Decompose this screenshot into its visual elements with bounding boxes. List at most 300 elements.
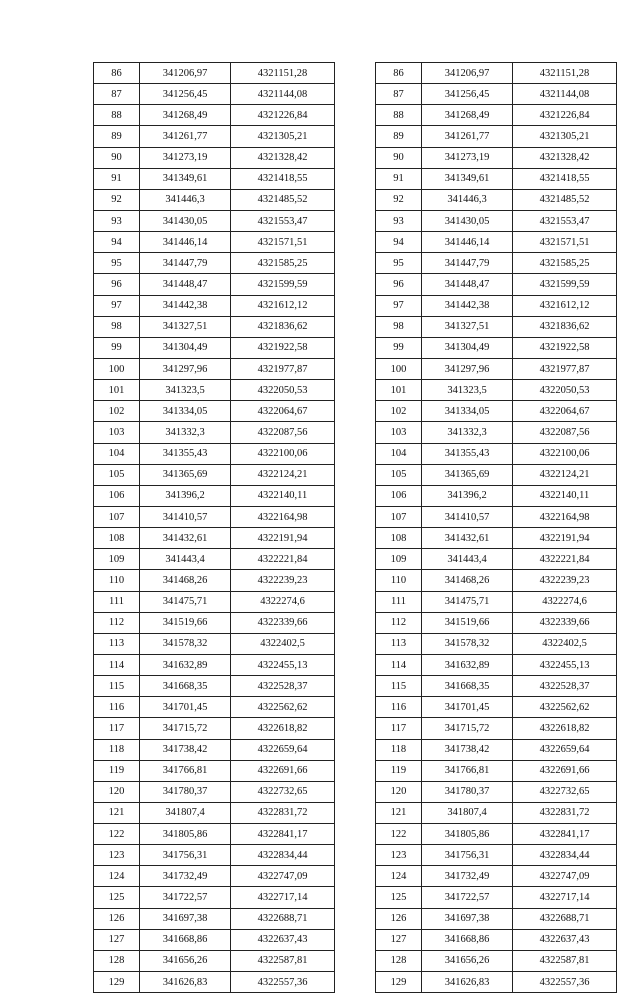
table-row: [94, 274, 335, 295]
x-coordinate-cell: 341432,61: [422, 528, 513, 549]
y-coordinate-cell: 4322618,82: [513, 718, 617, 739]
point-number-cell: 95: [94, 253, 140, 274]
table-row: [94, 570, 335, 591]
x-coordinate-cell: 341656,26: [422, 950, 513, 971]
x-coordinate-cell: 341446,14: [422, 232, 513, 253]
y-coordinate-cell: 4322140,11: [231, 485, 335, 506]
point-number-cell: 112: [94, 612, 140, 633]
point-number-cell: 123: [376, 845, 422, 866]
table-row: [376, 126, 617, 147]
x-coordinate-cell: 341355,43: [422, 443, 513, 464]
point-number-cell: 126: [376, 908, 422, 929]
y-coordinate-cell: 4322587,81: [513, 950, 617, 971]
x-coordinate-cell: 341766,81: [422, 760, 513, 781]
point-number-cell: 93: [376, 210, 422, 231]
table-row: [94, 380, 335, 401]
point-number-cell: 117: [376, 718, 422, 739]
y-coordinate-cell: 4322732,65: [513, 781, 617, 802]
y-coordinate-cell: 4322221,84: [231, 549, 335, 570]
y-coordinate-cell: 4321585,25: [231, 253, 335, 274]
y-coordinate-cell: 4322087,56: [231, 422, 335, 443]
table-row: [376, 570, 617, 591]
point-number-cell: 124: [376, 866, 422, 887]
point-number-cell: 86: [94, 63, 140, 84]
point-number-cell: 115: [376, 676, 422, 697]
x-coordinate-cell: 341268,49: [422, 105, 513, 126]
y-coordinate-cell: 4322402,5: [231, 633, 335, 654]
point-number-cell: 111: [376, 591, 422, 612]
table-row: [376, 168, 617, 189]
table-row: [94, 401, 335, 422]
table-row: [376, 464, 617, 485]
y-coordinate-cell: 4321977,87: [231, 358, 335, 379]
x-coordinate-cell: 341668,86: [140, 929, 231, 950]
y-coordinate-cell: 4322717,14: [513, 887, 617, 908]
x-coordinate-cell: 341256,45: [140, 84, 231, 105]
x-coordinate-cell: 341697,38: [140, 908, 231, 929]
y-coordinate-cell: 4322691,66: [513, 760, 617, 781]
x-coordinate-cell: 341206,97: [422, 63, 513, 84]
x-coordinate-cell: 341475,71: [422, 591, 513, 612]
point-number-cell: 109: [376, 549, 422, 570]
x-coordinate-cell: 341304,49: [422, 337, 513, 358]
y-coordinate-cell: 4321977,87: [513, 358, 617, 379]
point-number-cell: 122: [94, 824, 140, 845]
point-number-cell: 109: [94, 549, 140, 570]
table-row: [94, 802, 335, 823]
table-row: [94, 316, 335, 337]
point-number-cell: 111: [94, 591, 140, 612]
y-coordinate-cell: 4322841,17: [231, 824, 335, 845]
table-row: [376, 401, 617, 422]
x-coordinate-cell: 341766,81: [140, 760, 231, 781]
x-coordinate-cell: 341323,5: [422, 380, 513, 401]
point-number-cell: 118: [94, 739, 140, 760]
y-coordinate-cell: 4321418,55: [513, 168, 617, 189]
x-coordinate-cell: 341722,57: [140, 887, 231, 908]
point-number-cell: 97: [94, 295, 140, 316]
x-coordinate-cell: 341738,42: [140, 739, 231, 760]
x-coordinate-cell: 341626,83: [422, 972, 513, 993]
y-coordinate-cell: 4322528,37: [513, 676, 617, 697]
x-coordinate-cell: 341697,38: [422, 908, 513, 929]
x-coordinate-cell: 341432,61: [140, 528, 231, 549]
x-coordinate-cell: 341578,32: [422, 633, 513, 654]
y-coordinate-cell: 4321612,12: [231, 295, 335, 316]
point-number-cell: 103: [94, 422, 140, 443]
x-coordinate-cell: 341442,38: [422, 295, 513, 316]
x-coordinate-cell: 341334,05: [422, 401, 513, 422]
x-coordinate-cell: 341446,3: [140, 189, 231, 210]
point-number-cell: 105: [376, 464, 422, 485]
x-coordinate-cell: 341443,4: [140, 549, 231, 570]
point-number-cell: 121: [94, 802, 140, 823]
x-coordinate-cell: 341261,77: [140, 126, 231, 147]
point-number-cell: 114: [94, 654, 140, 675]
x-coordinate-cell: 341448,47: [422, 274, 513, 295]
point-number-cell: 107: [94, 506, 140, 527]
y-coordinate-cell: 4321144,08: [513, 84, 617, 105]
coordinates-table-left: [93, 62, 335, 993]
point-number-cell: 116: [94, 697, 140, 718]
table-row: [376, 972, 617, 993]
y-coordinate-cell: 4322050,53: [231, 380, 335, 401]
table-row: [376, 528, 617, 549]
table-row: [94, 591, 335, 612]
y-coordinate-cell: 4321144,08: [231, 84, 335, 105]
point-number-cell: 126: [94, 908, 140, 929]
point-number-cell: 113: [376, 633, 422, 654]
x-coordinate-cell: 341297,96: [422, 358, 513, 379]
y-coordinate-cell: 4321151,28: [513, 63, 617, 84]
x-coordinate-cell: 341756,31: [140, 845, 231, 866]
point-number-cell: 88: [376, 105, 422, 126]
table-row: [94, 63, 335, 84]
y-coordinate-cell: 4321836,62: [231, 316, 335, 337]
point-number-cell: 123: [94, 845, 140, 866]
point-number-cell: 98: [376, 316, 422, 337]
point-number-cell: 98: [94, 316, 140, 337]
table-row: [94, 126, 335, 147]
x-coordinate-cell: 341756,31: [422, 845, 513, 866]
point-number-cell: 106: [94, 485, 140, 506]
table-row: [376, 591, 617, 612]
table-row: [376, 866, 617, 887]
y-coordinate-cell: 4322528,37: [231, 676, 335, 697]
x-coordinate-cell: 341656,26: [140, 950, 231, 971]
table-row: [376, 210, 617, 231]
point-number-cell: 102: [94, 401, 140, 422]
point-number-cell: 110: [94, 570, 140, 591]
point-number-cell: 101: [94, 380, 140, 401]
y-coordinate-cell: 4322050,53: [513, 380, 617, 401]
x-coordinate-cell: 341446,3: [422, 189, 513, 210]
point-number-cell: 96: [94, 274, 140, 295]
y-coordinate-cell: 4322339,66: [513, 612, 617, 633]
point-number-cell: 119: [94, 760, 140, 781]
y-coordinate-cell: 4322637,43: [231, 929, 335, 950]
x-coordinate-cell: 341447,79: [422, 253, 513, 274]
point-number-cell: 87: [376, 84, 422, 105]
x-coordinate-cell: 341273,19: [140, 147, 231, 168]
y-coordinate-cell: 4322221,84: [513, 549, 617, 570]
point-number-cell: 107: [376, 506, 422, 527]
table-row: [94, 358, 335, 379]
x-coordinate-cell: 341355,43: [140, 443, 231, 464]
point-number-cell: 97: [376, 295, 422, 316]
point-number-cell: 117: [94, 718, 140, 739]
table-row: [376, 232, 617, 253]
point-number-cell: 106: [376, 485, 422, 506]
coordinates-table-left-body: [94, 63, 335, 993]
y-coordinate-cell: 4322659,64: [513, 739, 617, 760]
y-coordinate-cell: 4322732,65: [231, 781, 335, 802]
table-row: [94, 337, 335, 358]
x-coordinate-cell: 341304,49: [140, 337, 231, 358]
table-row: [94, 929, 335, 950]
x-coordinate-cell: 341632,89: [140, 654, 231, 675]
y-coordinate-cell: 4321571,51: [513, 232, 617, 253]
point-number-cell: 125: [376, 887, 422, 908]
y-coordinate-cell: 4321226,84: [513, 105, 617, 126]
table-row: [376, 633, 617, 654]
table-row: [94, 549, 335, 570]
table-row: [94, 84, 335, 105]
x-coordinate-cell: 341807,4: [422, 802, 513, 823]
x-coordinate-cell: 341396,2: [140, 485, 231, 506]
x-coordinate-cell: 341715,72: [422, 718, 513, 739]
table-row: [94, 464, 335, 485]
x-coordinate-cell: 341468,26: [140, 570, 231, 591]
point-number-cell: 128: [376, 950, 422, 971]
point-number-cell: 100: [376, 358, 422, 379]
point-number-cell: 116: [376, 697, 422, 718]
point-number-cell: 91: [376, 168, 422, 189]
point-number-cell: 113: [94, 633, 140, 654]
table-row: [376, 760, 617, 781]
point-number-cell: 89: [94, 126, 140, 147]
x-coordinate-cell: 341738,42: [422, 739, 513, 760]
table-row: [376, 380, 617, 401]
point-number-cell: 100: [94, 358, 140, 379]
y-coordinate-cell: 4322455,13: [513, 654, 617, 675]
point-number-cell: 96: [376, 274, 422, 295]
coordinates-table-right: [375, 62, 617, 993]
point-number-cell: 119: [376, 760, 422, 781]
y-coordinate-cell: 4321485,52: [513, 189, 617, 210]
x-coordinate-cell: 341430,05: [422, 210, 513, 231]
table-row: [376, 337, 617, 358]
point-number-cell: 104: [376, 443, 422, 464]
point-number-cell: 128: [94, 950, 140, 971]
x-coordinate-cell: 341732,49: [422, 866, 513, 887]
table-row: [94, 612, 335, 633]
point-number-cell: 120: [94, 781, 140, 802]
x-coordinate-cell: 341668,35: [140, 676, 231, 697]
y-coordinate-cell: 4322124,21: [231, 464, 335, 485]
x-coordinate-cell: 341448,47: [140, 274, 231, 295]
x-coordinate-cell: 341349,61: [140, 168, 231, 189]
table-row: [94, 718, 335, 739]
x-coordinate-cell: 341410,57: [422, 506, 513, 527]
point-number-cell: 103: [376, 422, 422, 443]
table-row: [94, 824, 335, 845]
table-row: [376, 549, 617, 570]
table-row: [376, 950, 617, 971]
point-number-cell: 122: [376, 824, 422, 845]
x-coordinate-cell: 341332,3: [422, 422, 513, 443]
y-coordinate-cell: 4322064,67: [231, 401, 335, 422]
table-row: [94, 739, 335, 760]
table-row: [94, 422, 335, 443]
point-number-cell: 89: [376, 126, 422, 147]
point-number-cell: 118: [376, 739, 422, 760]
point-number-cell: 99: [94, 337, 140, 358]
x-coordinate-cell: 341578,32: [140, 633, 231, 654]
table-row: [376, 845, 617, 866]
y-coordinate-cell: 4322691,66: [231, 760, 335, 781]
point-number-cell: 114: [376, 654, 422, 675]
table-row: [94, 866, 335, 887]
table-row: [94, 168, 335, 189]
y-coordinate-cell: 4321599,59: [513, 274, 617, 295]
x-coordinate-cell: 341468,26: [422, 570, 513, 591]
y-coordinate-cell: 4322688,71: [231, 908, 335, 929]
table-row: [376, 443, 617, 464]
x-coordinate-cell: 341430,05: [140, 210, 231, 231]
point-number-cell: 120: [376, 781, 422, 802]
x-coordinate-cell: 341805,86: [422, 824, 513, 845]
point-number-cell: 125: [94, 887, 140, 908]
x-coordinate-cell: 341327,51: [422, 316, 513, 337]
y-coordinate-cell: 4322618,82: [231, 718, 335, 739]
x-coordinate-cell: 341443,4: [422, 549, 513, 570]
table-row: [94, 633, 335, 654]
x-coordinate-cell: 341475,71: [140, 591, 231, 612]
point-number-cell: 90: [94, 147, 140, 168]
x-coordinate-cell: 341447,79: [140, 253, 231, 274]
y-coordinate-cell: 4322239,23: [513, 570, 617, 591]
table-row: [94, 972, 335, 993]
x-coordinate-cell: 341256,45: [422, 84, 513, 105]
table-row: [376, 84, 617, 105]
y-coordinate-cell: 4322100,06: [513, 443, 617, 464]
table-row: [376, 316, 617, 337]
y-coordinate-cell: 4321571,51: [231, 232, 335, 253]
y-coordinate-cell: 4322455,13: [231, 654, 335, 675]
y-coordinate-cell: 4322659,64: [231, 739, 335, 760]
y-coordinate-cell: 4322087,56: [513, 422, 617, 443]
table-row: [94, 295, 335, 316]
point-number-cell: 127: [376, 929, 422, 950]
y-coordinate-cell: 4322402,5: [513, 633, 617, 654]
x-coordinate-cell: 341701,45: [422, 697, 513, 718]
table-row: [94, 443, 335, 464]
x-coordinate-cell: 341446,14: [140, 232, 231, 253]
point-number-cell: 91: [94, 168, 140, 189]
x-coordinate-cell: 341365,69: [422, 464, 513, 485]
x-coordinate-cell: 341327,51: [140, 316, 231, 337]
table-row: [94, 845, 335, 866]
table-row: [376, 802, 617, 823]
x-coordinate-cell: 341519,66: [140, 612, 231, 633]
x-coordinate-cell: 341780,37: [422, 781, 513, 802]
y-coordinate-cell: 4322834,44: [513, 845, 617, 866]
table-row: [94, 210, 335, 231]
y-coordinate-cell: 4322100,06: [231, 443, 335, 464]
table-row: [94, 147, 335, 168]
y-coordinate-cell: 4321922,58: [513, 337, 617, 358]
x-coordinate-cell: 341732,49: [140, 866, 231, 887]
x-coordinate-cell: 341365,69: [140, 464, 231, 485]
y-coordinate-cell: 4321922,58: [231, 337, 335, 358]
y-coordinate-cell: 4321305,21: [513, 126, 617, 147]
y-coordinate-cell: 4322831,72: [513, 802, 617, 823]
table-row: [94, 232, 335, 253]
y-coordinate-cell: 4322191,94: [513, 528, 617, 549]
y-coordinate-cell: 4322688,71: [513, 908, 617, 929]
table-row: [94, 781, 335, 802]
point-number-cell: 115: [94, 676, 140, 697]
point-number-cell: 129: [376, 972, 422, 993]
table-row: [376, 253, 617, 274]
point-number-cell: 104: [94, 443, 140, 464]
table-row: [94, 485, 335, 506]
x-coordinate-cell: 341722,57: [422, 887, 513, 908]
y-coordinate-cell: 4322637,43: [513, 929, 617, 950]
table-row: [94, 654, 335, 675]
y-coordinate-cell: 4322140,11: [513, 485, 617, 506]
y-coordinate-cell: 4322747,09: [513, 866, 617, 887]
point-number-cell: 92: [376, 189, 422, 210]
x-coordinate-cell: 341519,66: [422, 612, 513, 633]
table-row: [376, 274, 617, 295]
point-number-cell: 108: [376, 528, 422, 549]
x-coordinate-cell: 341273,19: [422, 147, 513, 168]
y-coordinate-cell: 4322747,09: [231, 866, 335, 887]
point-number-cell: 94: [376, 232, 422, 253]
x-coordinate-cell: 341780,37: [140, 781, 231, 802]
table-row: [94, 253, 335, 274]
point-number-cell: 95: [376, 253, 422, 274]
point-number-cell: 101: [376, 380, 422, 401]
x-coordinate-cell: 341268,49: [140, 105, 231, 126]
table-row: [376, 358, 617, 379]
y-coordinate-cell: 4322562,62: [513, 697, 617, 718]
point-number-cell: 88: [94, 105, 140, 126]
x-coordinate-cell: 341701,45: [140, 697, 231, 718]
table-row: [376, 929, 617, 950]
y-coordinate-cell: 4321328,42: [513, 147, 617, 168]
y-coordinate-cell: 4322124,21: [513, 464, 617, 485]
y-coordinate-cell: 4322562,62: [231, 697, 335, 718]
table-row: [94, 676, 335, 697]
table-row: [376, 676, 617, 697]
y-coordinate-cell: 4322191,94: [231, 528, 335, 549]
table-row: [94, 760, 335, 781]
y-coordinate-cell: 4321553,47: [231, 210, 335, 231]
x-coordinate-cell: 341807,4: [140, 802, 231, 823]
y-coordinate-cell: 4321599,59: [231, 274, 335, 295]
y-coordinate-cell: 4322557,36: [231, 972, 335, 993]
point-number-cell: 124: [94, 866, 140, 887]
y-coordinate-cell: 4321485,52: [231, 189, 335, 210]
y-coordinate-cell: 4322831,72: [231, 802, 335, 823]
point-number-cell: 94: [94, 232, 140, 253]
point-number-cell: 87: [94, 84, 140, 105]
table-row: [94, 950, 335, 971]
point-number-cell: 129: [94, 972, 140, 993]
table-row: [376, 739, 617, 760]
y-coordinate-cell: 4322587,81: [231, 950, 335, 971]
y-coordinate-cell: 4322717,14: [231, 887, 335, 908]
x-coordinate-cell: 341668,35: [422, 676, 513, 697]
x-coordinate-cell: 341442,38: [140, 295, 231, 316]
y-coordinate-cell: 4321418,55: [231, 168, 335, 189]
x-coordinate-cell: 341206,97: [140, 63, 231, 84]
table-row: [94, 506, 335, 527]
point-number-cell: 105: [94, 464, 140, 485]
y-coordinate-cell: 4321328,42: [231, 147, 335, 168]
y-coordinate-cell: 4322064,67: [513, 401, 617, 422]
table-row: [376, 824, 617, 845]
y-coordinate-cell: 4322274,6: [513, 591, 617, 612]
table-row: [376, 189, 617, 210]
table-row: [94, 528, 335, 549]
x-coordinate-cell: 341297,96: [140, 358, 231, 379]
table-row: [376, 697, 617, 718]
y-coordinate-cell: 4321553,47: [513, 210, 617, 231]
